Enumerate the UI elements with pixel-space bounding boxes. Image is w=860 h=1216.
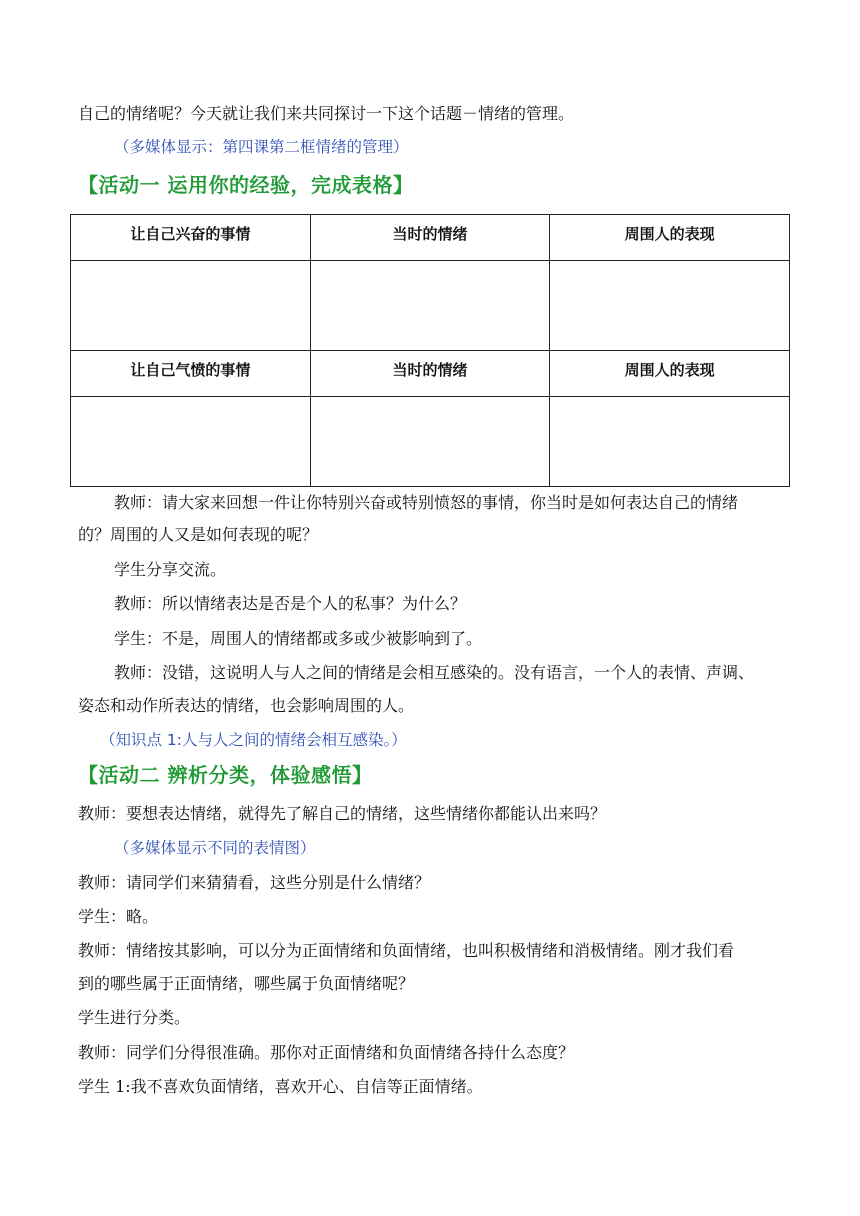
table-header-cell: 当时的情绪 [310, 215, 550, 261]
table-header-cell: 让自己气愤的事情 [71, 351, 311, 397]
paragraph-line: 姿态和动作所表达的情绪，也会影响周围的人。 [78, 696, 415, 715]
table-blank-cell [310, 261, 550, 351]
activity-two-heading: 【活动二 辨析分类，体验感悟】 [78, 763, 373, 787]
table-blank-cell [550, 397, 790, 487]
table-blank-cell [71, 397, 311, 487]
table-header-cell: 周围人的表现 [550, 215, 790, 261]
table-header-cell: 让自己兴奋的事情 [71, 215, 311, 261]
paragraph-line: 的？周围的人又是如何表现的呢？ [78, 525, 319, 544]
media-note: （多媒体显示不同的表情图） [114, 839, 316, 857]
paragraph-line: 教师：要想表达情绪，就得先了解自己的情绪，这些情绪你都能认出来吗？ [78, 804, 607, 823]
media-note: （多媒体显示：第四课第二框情绪的管理） [114, 138, 409, 156]
paragraph-line: 教师：没错，这说明人与人之间的情绪是会相互感染的。没有语言，一个人的表情、声调、 [114, 663, 755, 682]
paragraph-line: 教师：所以情绪表达是否是个人的私事？为什么？ [114, 594, 467, 613]
intro-line: 自己的情绪呢？今天就让我们来共同探讨一下这个话题－情绪的管理。 [78, 104, 575, 123]
paragraph-line: 学生：略。 [78, 907, 159, 926]
paragraph-line: 教师：请同学们来猜猜看，这些分别是什么情绪？ [78, 873, 431, 892]
paragraph-line: 学生分享交流。 [114, 560, 227, 579]
table-blank-cell [550, 261, 790, 351]
paragraph-line: 学生进行分类。 [78, 1008, 191, 1027]
table-header-cell: 当时的情绪 [310, 351, 550, 397]
paragraph-line: 教师：情绪按其影响，可以分为正面情绪和负面情绪，也叫积极情绪和消极情绪。刚才我们看 [78, 941, 735, 960]
paragraph-line: 学生 1:我不喜欢负面情绪，喜欢开心、自信等正面情绪。 [78, 1077, 483, 1096]
paragraph-line: 到的哪些属于正面情绪，哪些属于负面情绪呢？ [78, 974, 415, 993]
activity-one-heading: 【活动一 运用你的经验，完成表格】 [78, 173, 414, 197]
paragraph-line: 教师：请大家来回想一件让你特别兴奋或特别愤怒的事情，你当时是如何表达自己的情绪 [114, 493, 739, 512]
paragraph-line: 学生：不是，周围人的情绪都或多或少被影响到了。 [114, 629, 483, 648]
knowledge-point: （知识点 1:人与人之间的情绪会相互感染。） [100, 731, 407, 749]
table-header-cell: 周围人的表现 [550, 351, 790, 397]
paragraph-line: 教师：同学们分得很准确。那你对正面情绪和负面情绪各持什么态度？ [78, 1043, 575, 1062]
table-blank-cell [310, 397, 550, 487]
experience-table [70, 214, 790, 487]
table-blank-cell [71, 261, 311, 351]
